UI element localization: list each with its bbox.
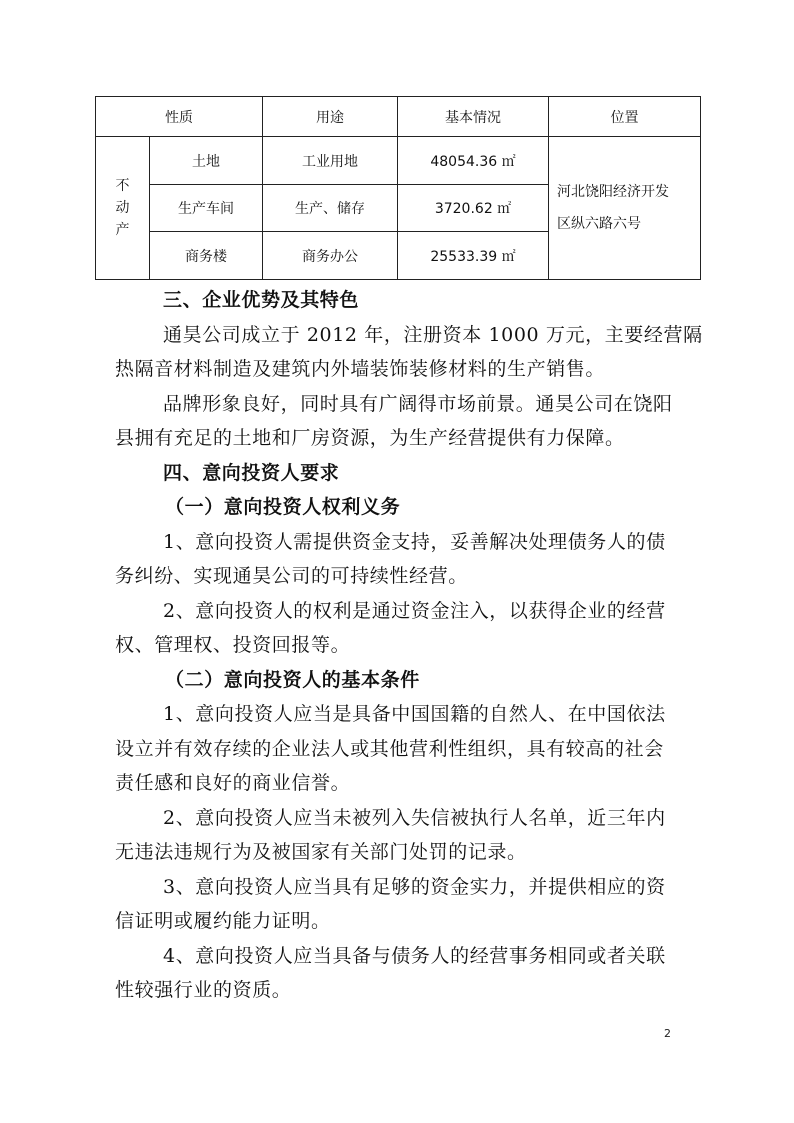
row-land-info: 48054.36 ㎡: [398, 137, 549, 185]
paragraph-line: 权、管理权、投资回报等。: [115, 634, 351, 656]
location-cell: 河北饶阳经济开发 区纵六路六号: [549, 137, 701, 280]
subsection-4-1-heading: （一）意向投资人权利义务: [165, 496, 401, 518]
paragraph-line: 4、意向投资人应当具备与债务人的经营事务相同或者关联: [163, 944, 666, 967]
paragraph-line: 责任感和良好的商业信誉。: [115, 772, 351, 794]
row-workshop-info: 3720.62 ㎡: [398, 184, 549, 232]
row-office-info: 25533.39 ㎡: [398, 232, 549, 280]
paragraph-line: 通昊公司成立于 2012 年，注册资本 1000 万元，主要经营隔: [163, 323, 703, 346]
row-office-use: 商务办公: [263, 232, 398, 280]
paragraph-line: 信证明或履约能力证明。: [115, 910, 331, 932]
paragraph-line: 县拥有充足的土地和厂房资源，为生产经营提供有力保障。: [115, 427, 625, 449]
paragraph-line: 设立并有效存续的企业法人或其他营利性组织，具有较高的社会: [115, 737, 664, 760]
row-workshop-use: 生产、储存: [263, 184, 398, 232]
row-workshop-name: 生产车间: [150, 184, 263, 232]
header-location: 位置: [549, 97, 701, 137]
paragraph-line: 3、意向投资人应当具有足够的资金实力，并提供相应的资: [163, 875, 666, 898]
document-body: [115, 283, 703, 1008]
paragraph-line: 务纠纷、实现通昊公司的可持续性经营。: [115, 565, 468, 587]
section-4-heading: 四、意向投资人要求: [163, 461, 340, 484]
row-land-use: 工业用地: [263, 137, 398, 185]
header-nature: 性质: [96, 97, 263, 137]
paragraph-line: 2、意向投资人的权利是通过资金注入，以获得企业的经营: [163, 599, 666, 622]
row-office-name: 商务楼: [150, 232, 263, 280]
paragraph-line: 品牌形象良好，同时具有广阔得市场前景。通昊公司在饶阳: [163, 392, 673, 415]
category-real-estate: 不 动 产: [96, 137, 150, 280]
header-use: 用途: [263, 97, 398, 137]
property-table: [95, 96, 700, 280]
paragraph-line: 2、意向投资人应当未被列入失信被执行人名单，近三年内: [163, 806, 666, 829]
paragraph-line: 热隔音材料制造及建筑内外墙装饰装修材料的生产销售。: [115, 358, 606, 380]
section-3-heading: 三、企业优势及其特色: [163, 289, 360, 311]
paragraph-line: 1、意向投资人需提供资金支持，妥善解决处理债务人的债: [163, 530, 666, 553]
paragraph-line: 性较强行业的资质。: [115, 979, 292, 1001]
row-land-name: 土地: [150, 137, 263, 185]
page-number: 2: [664, 1027, 671, 1040]
paragraph-line: 1、意向投资人应当是具备中国国籍的自然人、在中国依法: [163, 703, 666, 725]
paragraph-line: 无违法违规行为及被国家有关部门处罚的记录。: [115, 841, 527, 863]
header-basic-info: 基本情况: [398, 97, 549, 137]
subsection-4-2-heading: （二）意向投资人的基本条件: [165, 668, 420, 691]
